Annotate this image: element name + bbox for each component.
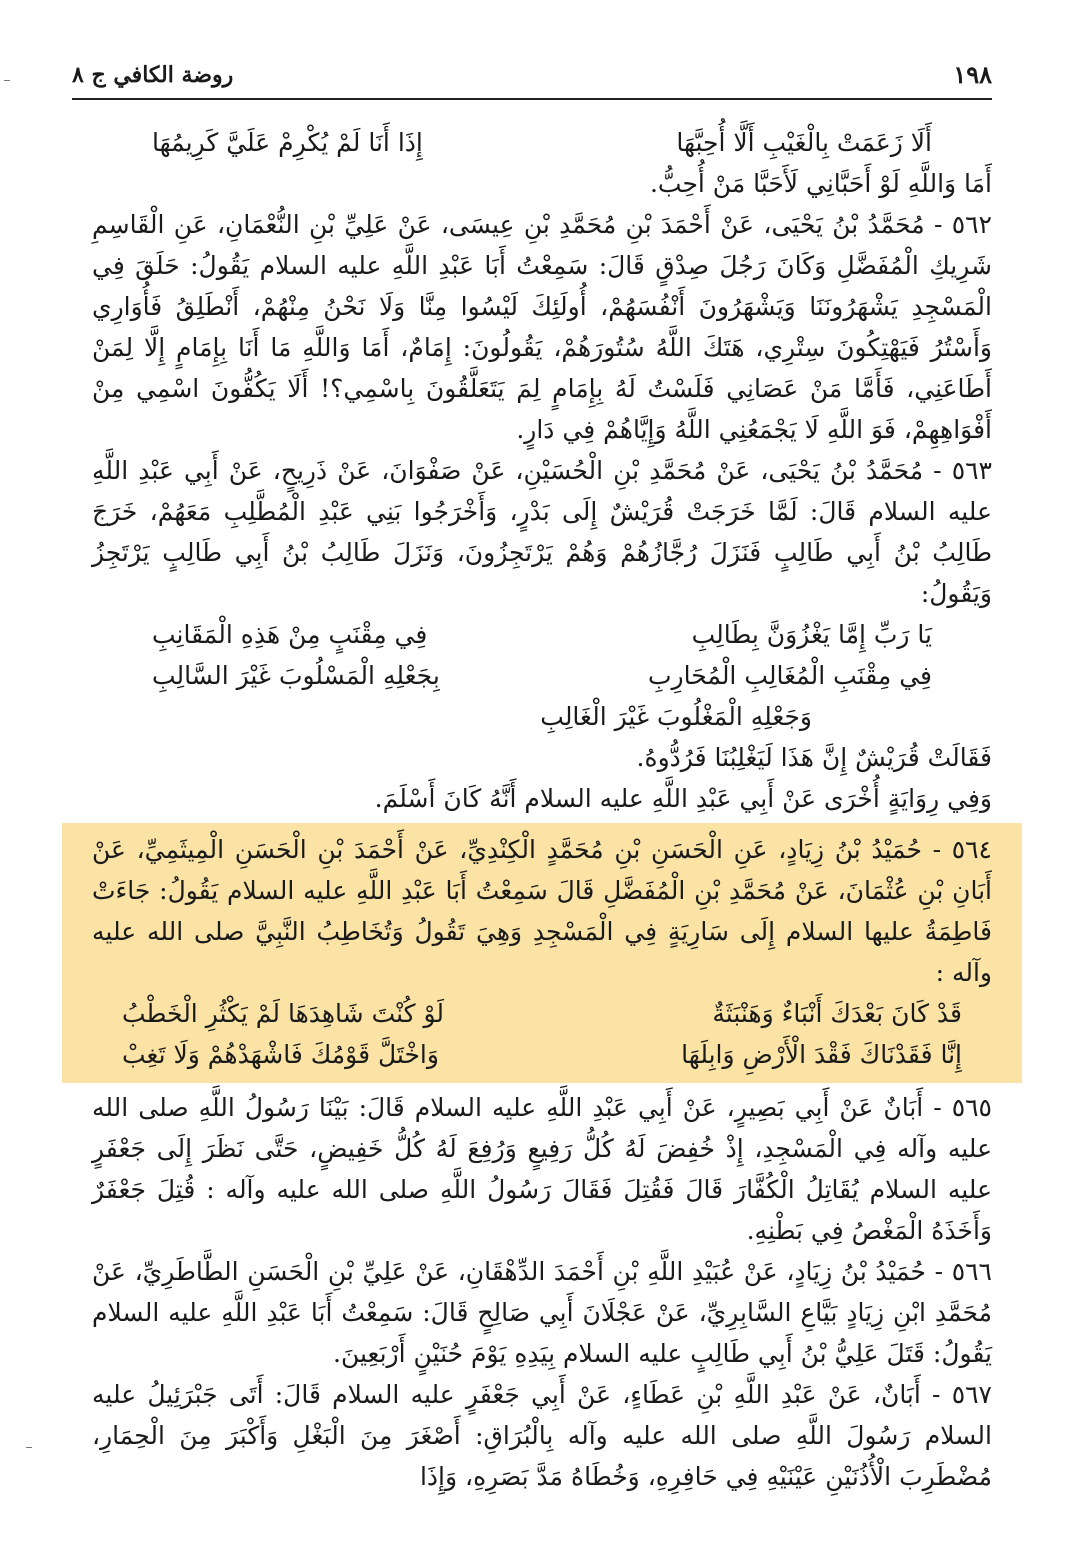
verse-second-hemistich: بِجَعْلِهِ الْمَسْلُوبَ غَيْرَ السَّالِبِ xyxy=(152,661,440,690)
running-title: روضة الكافي ج ٨ xyxy=(72,62,234,88)
page-number: ١٩٨ xyxy=(953,60,992,89)
poem-verse xyxy=(92,655,992,696)
verse-tail-line: أَمَا وَاللَّهِ لَوْ أَحَبَّانِي لَأَحَبَّا مَنْ أُحِبُّ. xyxy=(649,169,992,198)
verse-first-hemistich: فِي مِقْنَبِ الْمُغَالِبِ الْمُحَارِبِ xyxy=(648,661,932,690)
verse-first-hemistich: قَدْ كَانَ بَعْدَكَ أَنْبَاءٌ وَهَنْبَثَةٌ xyxy=(712,999,962,1028)
poem-verse xyxy=(92,614,992,655)
verse-second-hemistich: وَاخْتَلَّ قَوْمُكَ فَاشْهَدْهُمْ وَلَا تَغِبْ xyxy=(122,1040,439,1069)
poem-verse xyxy=(92,122,992,163)
riwaya-line: وَفِي رِوَايَةٍ أُخْرَى عَنْ أَبِي عَبْدِ اللَّهِ عليه السلام أَنَّهُ كَانَ أَسْلَمَ. xyxy=(374,784,992,813)
hadith-567: ٥٦٧ - أَبَانٌ، عَنْ عَبْدِ اللَّهِ بْنِ عَطَاءٍ، عَنْ أَبِي جَعْفَرٍ عليه السلام قَالَ: أَتَى جَبْرَئِيلُ عليه السلام رَسُولَ اللَّهِ صلى الله عليه وآله بِالْبُرَاقِ: أَصْغَرَ مِنَ الْبَغْلِ وَأَكْبَرَ مِنَ الْحِمَارِ، مُضْطَرِبَ الْأُذُنَيْنِ عَيْنَيْهِ فِي حَافِرِهِ، وَخُطَاهُ مَدَّ بَصَرِهِ، وَإِذَا xyxy=(92,1380,992,1491)
quraysh-line: فَقَالَتْ قُرَيْشٌ إِنَّ هَذَا لَيَغْلِبُنَا فَرُدُّوهُ. xyxy=(636,743,992,772)
page-body xyxy=(92,122,992,1497)
hadith-563: ٥٦٣ - مُحَمَّدُ بْنُ يَحْيَى، عَنْ مُحَمَّدِ بْنِ الْحُسَيْنِ، عَنْ صَفْوَانَ، عَنْ ذَرِيحٍ، عَنْ أَبِي عَبْدِ اللَّهِ عليه السلام قَالَ: لَمَّا خَرَجَتْ قُرَيْشٌ إِلَى بَدْرٍ، وَأَخْرَجُوا بَنِي عَبْدِ الْمُطَّلِبِ مَعَهُمْ، خَرَجَ طَالِبُ بْنُ أَبِي طَالِبٍ فَنَزَلَ رُجَّازُهُمْ وَهُمْ يَرْتَجِزُونَ، وَنَزَلَ طَالِبُ بْنُ أَبِي طَالِبٍ يَرْتَجِزُ وَيَقُولُ: xyxy=(92,456,992,608)
verse-first-hemistich: أَلَا زَعَمَتْ بِالْغَيْبِ أَلَّا أُحِبَّهَا xyxy=(676,128,932,157)
page-header xyxy=(72,58,992,100)
hadith-562: ٥٦٢ - مُحَمَّدُ بْنُ يَحْيَى، عَنْ أَحْمَدَ بْنِ مُحَمَّدِ بْنِ عِيسَى، عَنْ عَلِيِّ بْنِ النُّعْمَانِ، عَنِ الْقَاسِمِ شَرِيكِ الْمُفَضَّلِ وَكَانَ رَجُلَ صِدْقٍ قَالَ: سَمِعْتُ أَبَا عَبْدِ اللَّهِ عليه السلام يَقُولُ: حَلَقَ فِي الْمَسْجِدِ يَشْهَرُونَنَا وَيَشْهَرُونَ أَنْفُسَهُمْ، أُولَئِكَ لَيْسُوا مِنَّا وَلَا نَحْنُ مِنْهُمْ، أَنْطَلِقُ فَأُوَارِي وَأَسْتُرُ فَيَهْتِكُونَ سِتْرِي، هَتَكَ اللَّهُ سُتُورَهُمْ، يَقُولُونَ: إِمَامٌ، أَمَا وَاللَّهِ مَا أَنَا بِإِمَامٍ إِلَّا لِمَنْ أَطَاعَنِي، فَأَمَّا مَنْ عَصَانِي فَلَسْتُ لَهُ بِإِمَامٍ لِمَ يَتَعَلَّقُونَ بِاسْمِي؟! أَلَا يَكُفُّونَ اسْمِي مِنْ أَفْوَاهِهِمْ، فَوَ اللَّهِ لَا يَجْمَعُنِي اللَّهُ وَإِيَّاهُمْ فِي دَارٍ. xyxy=(92,210,992,444)
hadith-566: ٥٦٦ - حُمَيْدُ بْنُ زِيَادٍ، عَنْ عُبَيْدِ اللَّهِ بْنِ أَحْمَدَ الدِّهْقَانِ، عَنْ عَلِيِّ بْنِ الْحَسَنِ الطَّاطَرِيِّ، عَنْ مُحَمَّدِ ابْنِ زِيَادٍ بَيَّاعِ السَّابِرِيِّ، عَنْ عَجْلَانَ أَبِي صَالِحٍ قَالَ: سَمِعْتُ أَبَا عَبْدِ اللَّهِ عليه السلام يَقُولُ: قَتَلَ عَلِيُّ بْنُ أَبِي طَالِبٍ عليه السلام بِيَدِهِ يَوْمَ حُنَيْنٍ أَرْبَعِينَ. xyxy=(92,1257,992,1368)
verse-second-hemistich: لَوْ كُنْتَ شَاهِدَهَا لَمْ يَكْثُرِ الْخَطْبُ xyxy=(122,999,445,1028)
verse-first-hemistich: إِنَّا فَقَدْنَاكَ فَقْدَ الْأَرْضِ وَابِلَهَا xyxy=(681,1040,962,1069)
margin-mark xyxy=(26,1447,32,1448)
verse-second-hemistich: إِذَا أَنَا لَمْ يُكْرِمْ عَلَيَّ كَرِيمُهَا xyxy=(152,128,423,157)
hadith-564: ٥٦٤ - حُمَيْدُ بْنُ زِيَادٍ، عَنِ الْحَسَنِ بْنِ مُحَمَّدٍ الْكِنْدِيِّ، عَنْ أَحْمَدَ بْنِ الْحَسَنِ الْمِيثَمِيِّ، عَنْ أَبَانِ بْنِ عُثْمَانَ، عَنْ مُحَمَّدِ بْنِ الْمُفَضَّلِ قَالَ سَمِعْتُ أَبَا عَبْدِ اللَّهِ عليه السلام يَقُولُ: جَاءَتْ فَاطِمَةُ عليها السلام إِلَى سَارِيَةٍ فِي الْمَسْجِدِ وَهِيَ تَقُولُ وَتُخَاطِبُ النَّبِيَّ صلى الله عليه وآله : xyxy=(92,835,992,987)
poem-verse xyxy=(92,993,992,1034)
verse-second-hemistich: فِي مِقْنَبٍ مِنْ هَذِهِ الْمَقَانِبِ xyxy=(152,620,428,649)
hadith-565: ٥٦٥ - أَبَانٌ عَنْ أَبِي بَصِيرٍ، عَنْ أَبِي عَبْدِ اللَّهِ عليه السلام قَالَ: بَيْنَا رَسُولُ اللَّهِ صلى الله عليه وآله فِي الْمَسْجِدِ، إِذْ خُفِضَ لَهُ كُلُّ رَفِيعٍ وَرُفِعَ لَهُ كُلُّ خَفِيضٍ، حَتَّى نَظَرَ إِلَى جَعْفَرٍ عليه السلام يُقَاتِلُ الْكُفَّارَ قَالَ فَقُتِلَ فَقَالَ رَسُولُ اللَّهِ صلى الله عليه وآله : قُتِلَ جَعْفَرٌ وَأَخَذَهُ الْمَغْصُ فِي بَطْنِهِ. xyxy=(92,1093,992,1245)
highlighted-passage xyxy=(62,823,1022,1083)
poem-verse xyxy=(92,1034,992,1075)
verse-first-hemistich: يَا رَبِّ إِمَّا يَغْزُوَنَّ بِطَالِبِ xyxy=(691,620,932,649)
margin-mark xyxy=(4,80,10,81)
verse-last-line: وَجَعْلِهِ الْمَغْلُوبَ غَيْرَ الْغَالِبِ xyxy=(540,702,812,731)
